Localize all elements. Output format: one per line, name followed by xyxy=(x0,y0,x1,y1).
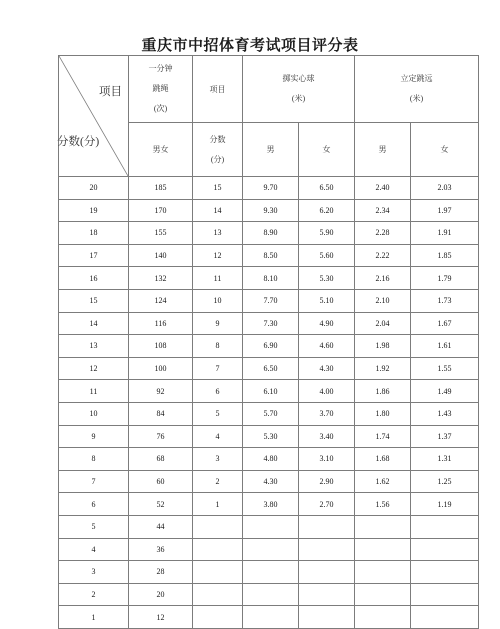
score-cell: 17 xyxy=(59,244,129,267)
score-cell: 1 xyxy=(59,606,129,629)
ball-male-cell xyxy=(243,538,299,561)
ball-female-cell: 2.90 xyxy=(299,470,355,493)
table-row xyxy=(59,199,479,222)
ball-male-cell: 5.70 xyxy=(243,402,299,425)
ball-female-cell: 5.30 xyxy=(299,267,355,290)
item-score-cell xyxy=(193,538,243,561)
item-score-cell: 15 xyxy=(193,177,243,200)
jump-male-cell: 2.28 xyxy=(355,222,411,245)
ball-male-cell: 9.70 xyxy=(243,177,299,200)
rope-cell: 124 xyxy=(129,289,193,312)
jump-female-cell: 1.97 xyxy=(411,199,479,222)
jump-male-cell: 1.86 xyxy=(355,380,411,403)
jump-male-cell: 2.16 xyxy=(355,267,411,290)
score-cell: 13 xyxy=(59,335,129,358)
table-row xyxy=(59,538,479,561)
score-header: 分数 (分) xyxy=(193,123,243,177)
table-row xyxy=(59,312,479,335)
rope-cell: 68 xyxy=(129,448,193,471)
ball-female-header: 女 xyxy=(299,123,355,177)
jump-female-cell: 1.79 xyxy=(411,267,479,290)
ball-male-cell xyxy=(243,561,299,584)
rope-header: 一分钟 跳绳 (次) xyxy=(129,56,193,123)
item-score-cell xyxy=(193,515,243,538)
ball-male-cell: 3.80 xyxy=(243,493,299,516)
score-cell: 12 xyxy=(59,357,129,380)
jump-female-cell: 1.31 xyxy=(411,448,479,471)
jump-male-cell: 1.56 xyxy=(355,493,411,516)
table-row xyxy=(59,222,479,245)
jump-female-cell: 1.85 xyxy=(411,244,479,267)
rope-cell: 52 xyxy=(129,493,193,516)
rope-cell: 36 xyxy=(129,538,193,561)
ball-female-cell xyxy=(299,561,355,584)
table-row xyxy=(59,448,479,471)
item-score-cell: 1 xyxy=(193,493,243,516)
jump-male-cell: 1.74 xyxy=(355,425,411,448)
jump-male-cell: 1.98 xyxy=(355,335,411,358)
jump-male-cell: 1.62 xyxy=(355,470,411,493)
score-cell: 18 xyxy=(59,222,129,245)
jump-female-cell xyxy=(411,583,479,606)
item-score-cell: 12 xyxy=(193,244,243,267)
ball-female-cell: 5.60 xyxy=(299,244,355,267)
ball-male-cell xyxy=(243,606,299,629)
jump-female-cell: 1.67 xyxy=(411,312,479,335)
ball-male-cell: 6.50 xyxy=(243,357,299,380)
score-cell: 6 xyxy=(59,493,129,516)
item-score-cell: 3 xyxy=(193,448,243,471)
item-score-cell xyxy=(193,606,243,629)
ball-male-cell: 6.90 xyxy=(243,335,299,358)
score-cell: 5 xyxy=(59,515,129,538)
jump-male-cell xyxy=(355,538,411,561)
table-row xyxy=(59,493,479,516)
score-cell: 10 xyxy=(59,402,129,425)
jump-male-cell xyxy=(355,606,411,629)
table-row xyxy=(59,606,479,629)
score-cell: 15 xyxy=(59,289,129,312)
jump-male-cell xyxy=(355,583,411,606)
ball-header: 掷实心球 (米) xyxy=(243,56,355,123)
ball-male-cell: 6.10 xyxy=(243,380,299,403)
score-cell: 4 xyxy=(59,538,129,561)
jump-female-cell xyxy=(411,538,479,561)
item-score-cell: 10 xyxy=(193,289,243,312)
ball-female-cell xyxy=(299,583,355,606)
ball-female-cell: 4.30 xyxy=(299,357,355,380)
ball-female-cell: 5.90 xyxy=(299,222,355,245)
jump-male-cell: 2.10 xyxy=(355,289,411,312)
ball-male-cell: 7.30 xyxy=(243,312,299,335)
page-title: 重庆市中招体育考试项目评分表 xyxy=(141,36,359,54)
rope-cell: 132 xyxy=(129,267,193,290)
ball-male-cell xyxy=(243,583,299,606)
item-score-cell: 7 xyxy=(193,357,243,380)
jump-female-cell: 1.73 xyxy=(411,289,479,312)
jump-male-cell xyxy=(355,515,411,538)
item-score-cell: 13 xyxy=(193,222,243,245)
jump-female-cell: 2.03 xyxy=(411,177,479,200)
item-score-cell: 8 xyxy=(193,335,243,358)
score-cell: 11 xyxy=(59,380,129,403)
table-row xyxy=(59,425,479,448)
ball-female-cell: 5.10 xyxy=(299,289,355,312)
table-row xyxy=(59,583,479,606)
ball-male-cell: 8.90 xyxy=(243,222,299,245)
rope-cell: 140 xyxy=(129,244,193,267)
rope-cell: 116 xyxy=(129,312,193,335)
jump-female-cell: 1.37 xyxy=(411,425,479,448)
jump-female-cell: 1.43 xyxy=(411,402,479,425)
item-score-cell: 5 xyxy=(193,402,243,425)
table-row xyxy=(59,244,479,267)
ball-male-cell: 8.50 xyxy=(243,244,299,267)
rope-cell: 100 xyxy=(129,357,193,380)
rope-cell: 12 xyxy=(129,606,193,629)
item-score-cell: 11 xyxy=(193,267,243,290)
jump-female-cell xyxy=(411,561,479,584)
rope-cell: 170 xyxy=(129,199,193,222)
jump-female-cell xyxy=(411,606,479,629)
ball-female-cell: 3.70 xyxy=(299,402,355,425)
ball-male-cell: 9.30 xyxy=(243,199,299,222)
jump-male-cell xyxy=(355,561,411,584)
jump-female-cell: 1.25 xyxy=(411,470,479,493)
item-score-cell: 4 xyxy=(193,425,243,448)
jump-male-header: 男 xyxy=(355,123,411,177)
jump-female-cell: 1.49 xyxy=(411,380,479,403)
rope-cell: 92 xyxy=(129,380,193,403)
score-cell: 20 xyxy=(59,177,129,200)
jump-female-cell: 1.55 xyxy=(411,357,479,380)
rope-cell: 155 xyxy=(129,222,193,245)
jump-male-cell: 2.22 xyxy=(355,244,411,267)
table-row xyxy=(59,267,479,290)
rope-cell: 185 xyxy=(129,177,193,200)
table-row xyxy=(59,335,479,358)
ball-female-cell: 6.50 xyxy=(299,177,355,200)
score-cell: 19 xyxy=(59,199,129,222)
table-row xyxy=(59,289,479,312)
ball-female-cell: 4.90 xyxy=(299,312,355,335)
ball-female-cell xyxy=(299,515,355,538)
score-cell: 9 xyxy=(59,425,129,448)
jump-header: 立定跳远 (米) xyxy=(355,56,479,123)
header-row-1 xyxy=(59,56,479,123)
rope-cell: 108 xyxy=(129,335,193,358)
jump-female-cell xyxy=(411,515,479,538)
ball-female-cell xyxy=(299,606,355,629)
rope-cell: 44 xyxy=(129,515,193,538)
score-cell: 3 xyxy=(59,561,129,584)
score-cell: 8 xyxy=(59,448,129,471)
jump-male-cell: 1.68 xyxy=(355,448,411,471)
item-header: 项目 xyxy=(193,56,243,123)
rope-cell: 76 xyxy=(129,425,193,448)
score-table xyxy=(58,55,479,629)
ball-female-cell xyxy=(299,538,355,561)
item-score-cell: 2 xyxy=(193,470,243,493)
ball-female-cell: 3.40 xyxy=(299,425,355,448)
jump-female-cell: 1.61 xyxy=(411,335,479,358)
table-row xyxy=(59,470,479,493)
ball-male-cell xyxy=(243,515,299,538)
ball-male-cell: 4.80 xyxy=(243,448,299,471)
ball-female-cell: 4.00 xyxy=(299,380,355,403)
ball-female-cell: 6.20 xyxy=(299,199,355,222)
jump-female-cell: 1.19 xyxy=(411,493,479,516)
rope-gender-header: 男女 xyxy=(129,123,193,177)
jump-female-cell: 1.91 xyxy=(411,222,479,245)
item-score-cell: 14 xyxy=(193,199,243,222)
item-score-cell xyxy=(193,561,243,584)
diagonal-line xyxy=(59,56,128,176)
ball-male-cell: 7.70 xyxy=(243,289,299,312)
jump-male-cell: 1.80 xyxy=(355,402,411,425)
ball-female-cell: 4.60 xyxy=(299,335,355,358)
diag-bottom-label: 分数(分) xyxy=(57,136,100,148)
jump-male-cell: 1.92 xyxy=(355,357,411,380)
table-row xyxy=(59,515,479,538)
jump-male-cell: 2.40 xyxy=(355,177,411,200)
table-row xyxy=(59,561,479,584)
table-row xyxy=(59,357,479,380)
rope-cell: 28 xyxy=(129,561,193,584)
item-score-cell: 9 xyxy=(193,312,243,335)
ball-male-cell: 8.10 xyxy=(243,267,299,290)
ball-male-cell: 5.30 xyxy=(243,425,299,448)
item-score-cell xyxy=(193,583,243,606)
score-cell: 14 xyxy=(59,312,129,335)
ball-male-cell: 4.30 xyxy=(243,470,299,493)
table-body xyxy=(59,177,479,629)
ball-male-header: 男 xyxy=(243,123,299,177)
table-row xyxy=(59,402,479,425)
rope-cell: 84 xyxy=(129,402,193,425)
diag-top-label: 项目 xyxy=(99,86,122,98)
ball-female-cell: 2.70 xyxy=(299,493,355,516)
rope-cell: 60 xyxy=(129,470,193,493)
score-cell: 2 xyxy=(59,583,129,606)
jump-female-header: 女 xyxy=(411,123,479,177)
jump-male-cell: 2.34 xyxy=(355,199,411,222)
score-cell: 16 xyxy=(59,267,129,290)
jump-male-cell: 2.04 xyxy=(355,312,411,335)
table-row xyxy=(59,380,479,403)
table-row xyxy=(59,177,479,200)
diagonal-header-cell xyxy=(59,56,129,177)
score-cell: 7 xyxy=(59,470,129,493)
ball-female-cell: 3.10 xyxy=(299,448,355,471)
item-score-cell: 6 xyxy=(193,380,243,403)
rope-cell: 20 xyxy=(129,583,193,606)
